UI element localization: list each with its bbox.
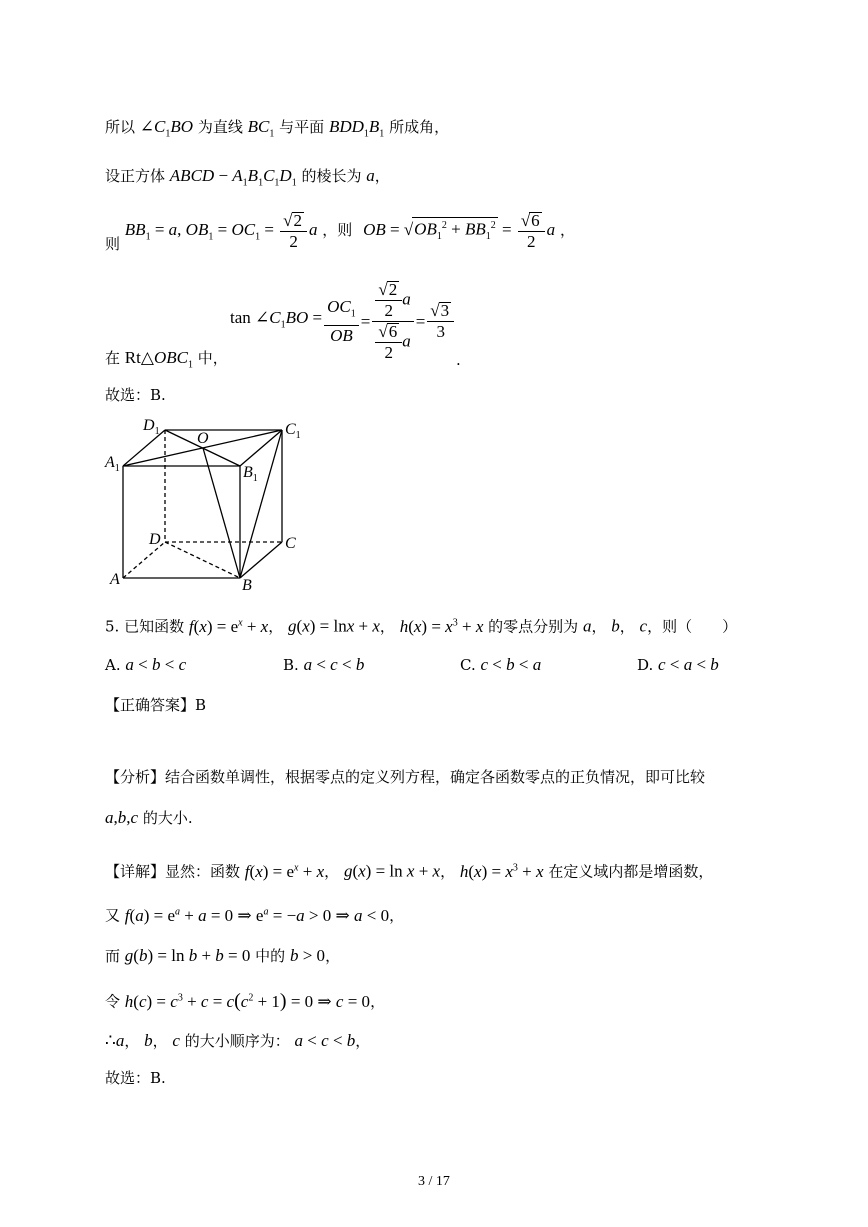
text: ， — [374, 167, 390, 185]
label-b1: $B_1$ — [243, 464, 258, 484]
text: 所成角， — [389, 118, 450, 136]
math: a — [582, 616, 592, 636]
text: 在定义域内都是增函数， — [548, 862, 714, 881]
text: . — [456, 351, 461, 369]
label-a: A — [110, 571, 120, 588]
option-label: B. — [283, 656, 299, 674]
math: $BDD_1B_1$ — [328, 117, 385, 140]
math: ∴a — [105, 1031, 125, 1050]
text: 而 — [105, 947, 121, 965]
text: 的大小. — [142, 809, 193, 827]
option-label: C. — [460, 656, 476, 674]
math: $f(x) = e^x + x$ — [244, 861, 325, 881]
text: 所以 — [105, 118, 136, 136]
text: 令 — [105, 992, 121, 1011]
text: 在 — [105, 349, 121, 367]
math: ABCD − $A_1B_1C_1D_1$ — [169, 166, 297, 189]
analysis-line-1 — [105, 767, 705, 787]
label-o: O — [197, 430, 209, 447]
text: 中的 — [255, 947, 286, 965]
edge — [240, 430, 282, 578]
label-b: B — [242, 577, 252, 594]
detail-line-2 — [105, 902, 404, 926]
text: 5. 已知函数 — [105, 617, 185, 636]
math: c < b < a — [480, 655, 542, 674]
option-label: D. — [637, 656, 654, 674]
text: 为直线 — [197, 118, 243, 136]
text: 则 — [105, 235, 121, 253]
math: a < c < b — [303, 655, 365, 674]
math: $h(x) = x^3 + x$ — [399, 616, 484, 636]
option-d — [637, 655, 719, 675]
detail-line-5 — [105, 1031, 370, 1051]
text: ， — [124, 1032, 140, 1050]
text: ， — [559, 221, 575, 239]
math: g(x) = lnx + x — [288, 616, 380, 636]
math: $\angle C_1BO$ — [139, 117, 194, 140]
text: ， — [325, 947, 341, 965]
math: a < c < b — [294, 1031, 356, 1050]
page-number: 3 / 17 — [418, 1174, 450, 1189]
answer-text: 【正确答案】B — [105, 696, 207, 714]
math: $BC_1$ — [247, 117, 275, 140]
text: 【详解】显然：函数 — [105, 862, 241, 881]
detail-line-4 — [105, 988, 385, 1012]
math: g(b) = ln b + b = 0 — [124, 946, 251, 965]
math: $f(x) = e^x + x$ — [188, 616, 269, 636]
text: ， — [152, 1032, 168, 1050]
text: 故选：B. — [105, 386, 166, 404]
analysis-line-2 — [105, 808, 193, 828]
math: g(x) = ln x + x — [343, 861, 441, 881]
option-a — [105, 655, 186, 675]
math: c — [172, 1031, 180, 1050]
math: b > 0 — [289, 946, 326, 965]
option-c — [460, 655, 541, 675]
text: 的大小顺序为： — [184, 1032, 290, 1050]
label-a1: $A_1$ — [105, 454, 120, 474]
math: $BB_1 = a$, $OB_1 = OC_1$ = $\frac{√2}{2}$ a — [124, 210, 318, 251]
text: ，则 — [322, 221, 353, 239]
text: 与平面 — [279, 118, 325, 136]
math: OB = $√OB_1^2 + BB_1^2$ = $\frac{√6}{2}$ a — [363, 210, 556, 251]
text: 【分析】结合函数单调性，根据零点的定义列方程，确定各函数零点的正负情况，即可比较 — [105, 768, 706, 786]
math: c < a < b — [658, 655, 719, 674]
math: a — [366, 166, 375, 185]
text: 设正方体 — [105, 167, 166, 185]
detail-line-3 — [105, 946, 340, 966]
math: $f(a) = e^a + a = 0$ ⇒ $e^a = -a > 0$ ⇒ a < 0 — [124, 905, 390, 925]
hidden-edge — [165, 542, 240, 578]
text: ， — [355, 1032, 371, 1050]
text: 的棱长为 — [301, 167, 362, 185]
math: a,b,c — [105, 808, 139, 827]
math: $h(x) = x^3 + x$ — [459, 861, 544, 881]
text: ，则（ ） — [647, 617, 738, 636]
math: b — [611, 616, 620, 636]
edge — [240, 542, 282, 578]
text: ， — [389, 906, 405, 925]
label-c: C — [285, 535, 296, 552]
text: 的零点分别为 — [488, 617, 579, 636]
label-c1: $C_1$ — [285, 421, 301, 441]
label-d1: $D_1$ — [143, 417, 160, 437]
math: $h(c) = c^3 + c = c(c^2 + 1) = 0$ ⇒ c = 0 — [124, 989, 371, 1012]
text: 中， — [197, 349, 228, 367]
q5-stem — [105, 613, 737, 637]
label-d: D — [149, 531, 161, 548]
text: ， — [619, 617, 635, 636]
math: a < b < c — [125, 655, 187, 674]
text: ， — [591, 617, 607, 636]
text: ， — [379, 617, 395, 636]
text: ， — [268, 617, 284, 636]
math: $\tan \angle C_1BO$ = $\frac{OC_1}{OB}$ = $\frac{√2}{2}$ a $\frac{√6}{2}$ a = $\frac{√3}{3}$ — [230, 280, 456, 363]
text: ， — [440, 862, 456, 881]
detail-line-1 — [105, 858, 713, 882]
answer — [105, 695, 206, 715]
text: ， — [370, 992, 386, 1011]
detail-line-6 — [105, 1068, 166, 1088]
math: $Rt\triangle OBC_1$ — [124, 348, 193, 371]
option-label: A. — [105, 656, 121, 674]
text: 故选：B. — [105, 1069, 166, 1087]
text: ， — [324, 862, 340, 881]
text: 又 — [105, 906, 121, 925]
math: b — [144, 1031, 153, 1050]
option-b — [283, 655, 364, 675]
math: c — [639, 616, 648, 636]
edge — [203, 448, 240, 578]
